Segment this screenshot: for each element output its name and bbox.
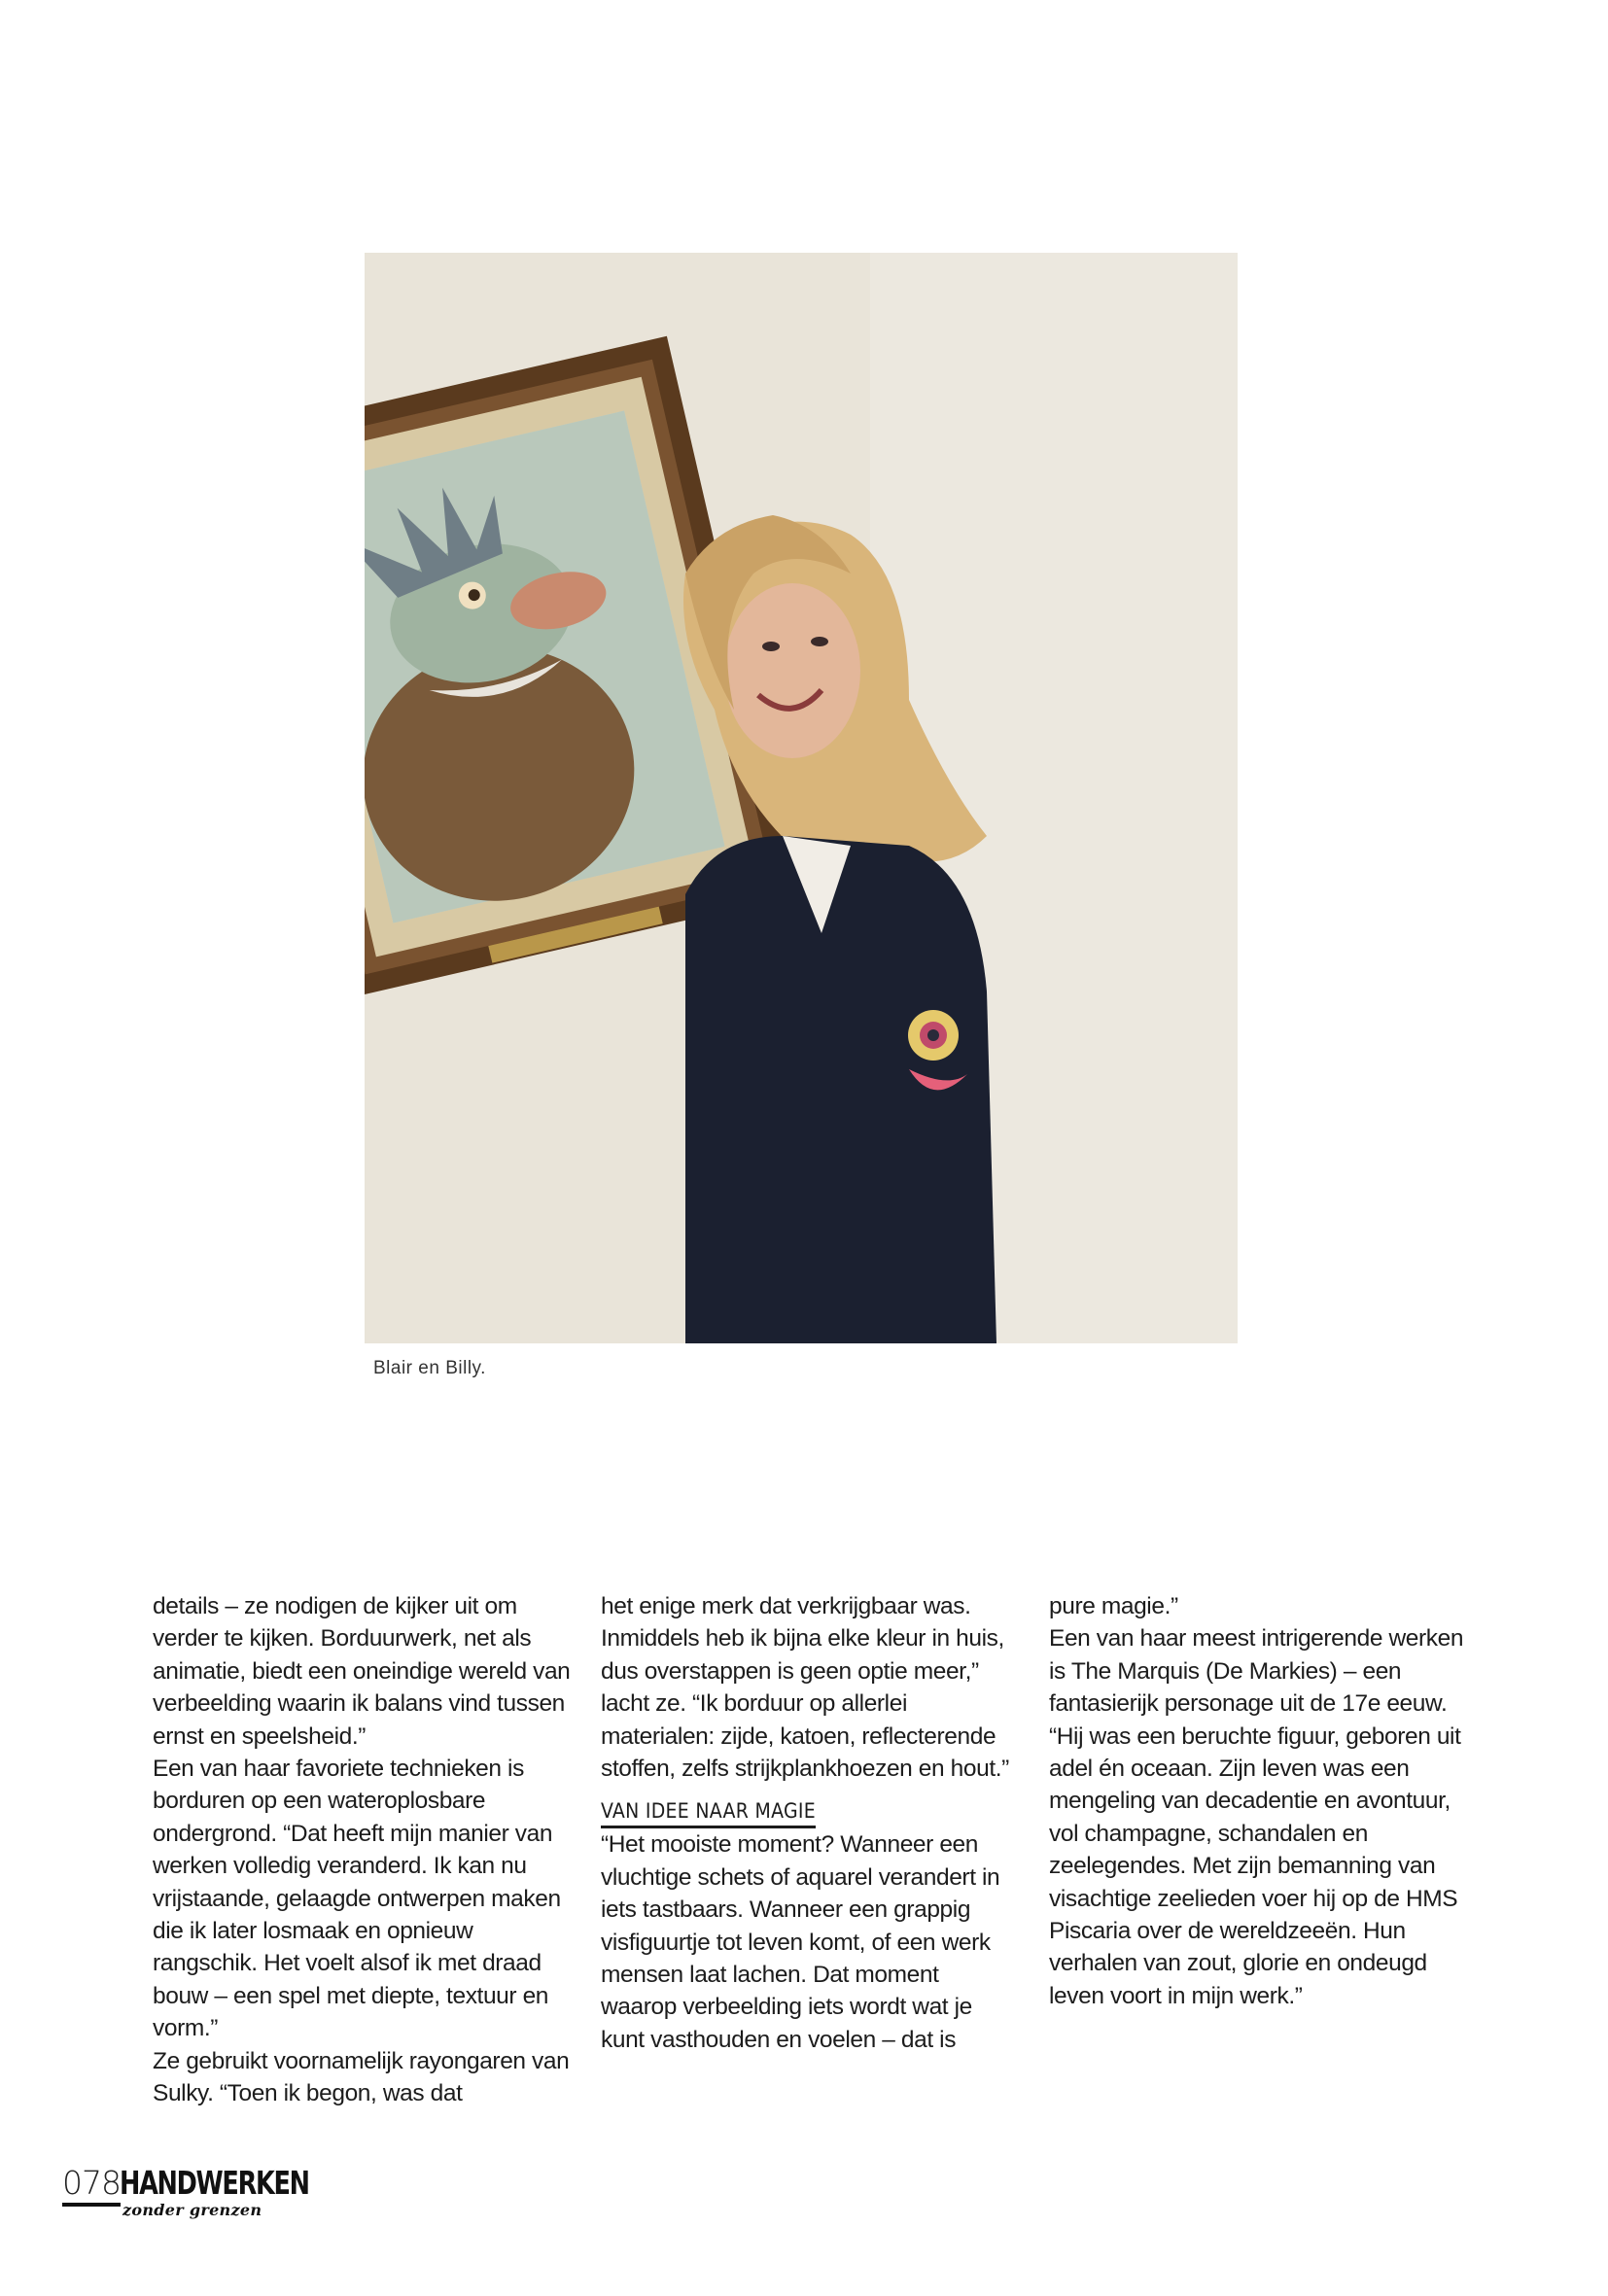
page-footer — [62, 2164, 354, 2222]
magazine-name: HANDWERKEN — [120, 2164, 309, 2202]
section-subhead: VAN IDEE NAAR MAGIE — [601, 1798, 816, 1828]
photo-illustration — [365, 253, 1238, 1343]
article-column-1 — [153, 1590, 571, 2110]
paragraph: Een van haar favoriete technieken is borduren op een wateroplosbare ondergrond. “Dat heeft mijn manier van werken volledig veranderd. Ik kan nu vrijstaande, gelaagde ontwerpen maken die ik later losmaak en opnieuw rangschik. Het voelt alsof ik met draad bouw – een spel met diepte, textuur en vorm.” — [153, 1756, 561, 2042]
page-number: 078 — [62, 2164, 121, 2207]
article-photo — [365, 253, 1238, 1343]
paragraph: Een van haar meest intrigerende werken is The Marquis (De Markies) – een fantasierijk personage uit de 17e eeuw. “Hij was een beruchte figuur, geboren uit adel én oceaan. Zijn leven was een mengeling van decadentie en avontuur, vol champagne, schandalen en zeelegendes. Met zijn bemanning van visachtige zeelieden voer hij op de HMS Piscaria over de wereldzeeën. Hun verhalen van zout, glorie en ondeugd leven voort in mijn werk.” — [1049, 1625, 1464, 2009]
magazine-tagline: zonder grenzen — [122, 2201, 262, 2219]
paragraph: pure magie.” — [1049, 1593, 1178, 1619]
article-column-2 — [601, 1590, 1019, 2056]
paragraph: Ze gebruikt voornamelijk rayongaren van Sulky. “Toen ik begon, was dat — [153, 2047, 570, 2107]
paragraph: het enige merk dat verkrijgbaar was. Inmiddels heb ik bijna elke kleur in huis, dus overstappen is geen optie meer,” lacht ze. “Ik borduur op allerlei materialen: zijde, katoen, reflecterende stoffen, zelfs strijkplankhoezen en hout.” — [601, 1593, 1009, 1783]
article-column-3 — [1049, 1590, 1467, 2012]
photo-caption: Blair en Billy. — [373, 1358, 486, 1378]
paragraph: “Het mooiste moment? Wanneer een vluchtige schets of aquarel verandert in iets tastbaars. Wanneer een grappig visfiguurtje tot leven komt, of een werk mensen laat lachen. Dat moment waarop verbeelding iets wordt wat je kunt vasthouden en voelen – dat is — [601, 1831, 1000, 2053]
paragraph: details – ze nodigen de kijker uit om verder te kijken. Borduurwerk, net als animatie, biedt een oneindige wereld van verbeelding waarin ik balans vind tussen ernst en speelsheid.” — [153, 1593, 571, 1750]
